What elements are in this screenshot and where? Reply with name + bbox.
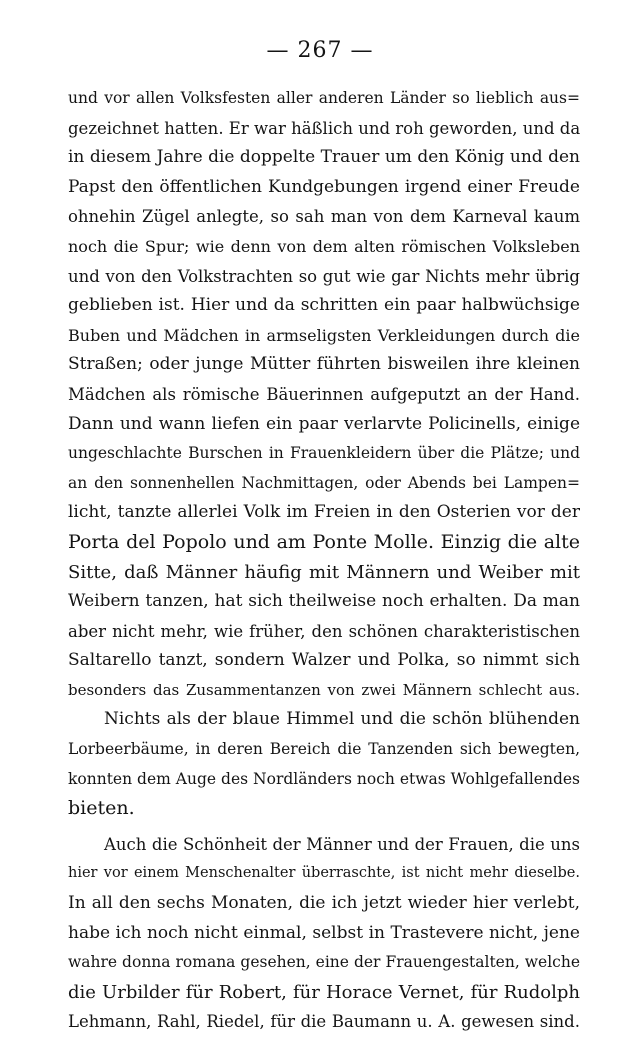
text-line: und von den Volkstrachten so gut wie gar Nichts mehr übrig	[68, 266, 580, 286]
paragraph-2	[68, 705, 580, 823]
text-line: aber nicht mehr, wie früher, den schönen charakteristischen	[68, 621, 580, 641]
text-line: Dann und wann liefen ein paar verlarvte Policinells, einige	[68, 413, 580, 434]
text-line: Saltarello tanzt, sondern Walzer und Polka, so nimmt sich	[68, 650, 580, 671]
body-text	[68, 84, 580, 1037]
text-line: Weibern tanzen, hat sich theilweise noch erhalten. Da man	[68, 591, 580, 612]
text-line: geblieben ist. Hier und da schritten ein paar halbwüchsige	[68, 295, 580, 316]
text-line: habe ich noch nicht einmal, selbst in Trastevere nicht, jene	[68, 922, 580, 943]
text-line: besonders das Zusammentanzen von zwei Männern schlecht aus.	[68, 680, 580, 699]
text-line: Lehmann, Rahl, Riedel, für die Baumann u. A. gewesen sind.	[68, 1012, 580, 1032]
text-line: hier vor einem Menschenalter überraschte, ist nicht mehr dieselbe.	[68, 865, 580, 882]
text-line: wahre donna romana gesehen, eine der Frauengestalten, welche	[68, 953, 580, 972]
text-line: konnten dem Auge des Nordländers noch etwas Wohlgefallendes	[68, 769, 580, 788]
page-number: — 267 —	[266, 38, 374, 63]
paragraph-1	[68, 84, 580, 705]
text-line: Nichts als der blaue Himmel und die schön blühenden	[104, 709, 580, 730]
text-line: licht, tanzte allerlei Volk im Freien in den Osterien vor der	[68, 502, 580, 523]
text-line: In all den sechs Monaten, die ich jetzt wieder hier verlebt,	[68, 893, 580, 914]
paragraph-3	[68, 830, 580, 1037]
text-line: ohnehin Zügel anlegte, so sah man von dem Karneval kaum	[68, 207, 580, 227]
text-line: in diesem Jahre die doppelte Trauer um den König und den	[68, 147, 580, 168]
text-line: Lorbeerbäume, in deren Bereich die Tanzenden sich bewegten,	[68, 740, 580, 759]
text-line: noch die Spur; wie denn von dem alten römischen Volksleben	[68, 236, 580, 256]
text-line: Porta del Popolo und am Ponte Molle. Einzig die alte	[68, 530, 580, 553]
text-line: Buben und Mädchen in armseligsten Verkleidungen durch die	[68, 325, 580, 345]
text-line: an den sonnenhellen Nachmittagen, oder Abends bei Lampen=	[68, 473, 580, 492]
text-line: die Urbilder für Robert, für Horace Vernet, für Rudolph	[68, 981, 580, 1003]
text-line: bieten.	[68, 797, 135, 820]
text-line: und vor allen Volksfesten aller anderen Länder so lieblich aus=	[68, 89, 580, 107]
text-line: Straßen; oder junge Mütter führten bisweilen ihre kleinen	[68, 354, 580, 375]
text-line: gezeichnet hatten. Er war häßlich und roh geworden, und da	[68, 118, 581, 138]
text-line: Auch die Schönheit der Männer und der Frauen, die uns	[104, 834, 580, 854]
text-line: Mädchen als römische Bäuerinnen aufgeputzt an der Hand.	[68, 384, 580, 404]
text-line: ungeschlachte Burschen in Frauenkleidern über die Plätze; und	[68, 444, 580, 463]
text-line: Papst den öffentlichen Kundgebungen irgend einer Freude	[68, 176, 580, 197]
text-line: Sitte, daß Männer häufig mit Männern und Weiber mit	[68, 561, 580, 583]
